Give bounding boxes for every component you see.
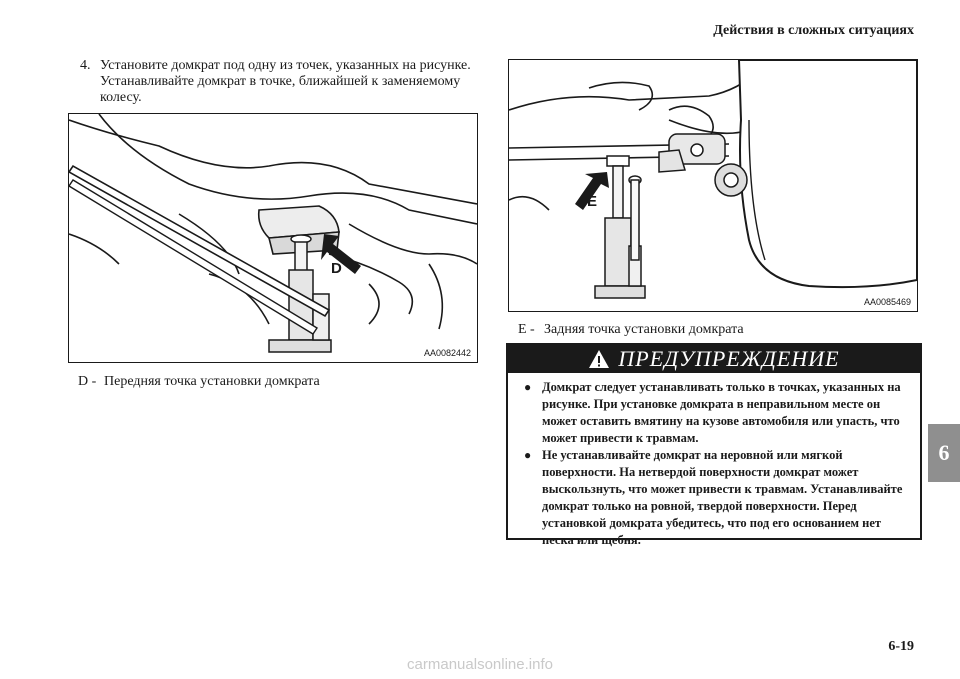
figure-rear-jack-point: [508, 59, 918, 312]
watermark: carmanualsonline.info: [407, 656, 553, 673]
figure-label-d: D: [331, 260, 342, 277]
step-text: Установите домкрат под одну из точек, указанных на рисунке. Устанавливайте домкрат в точке, ближайшей к заменяемому колесу.: [100, 58, 471, 105]
warning-triangle-icon: [588, 349, 610, 369]
figure-front-jack-point: [68, 113, 478, 363]
caption-text-e: Задняя точка установки домкрата: [544, 322, 744, 337]
front-jack-illustration: [69, 114, 477, 362]
warning-title: ПРЕДУПРЕЖДЕНИЕ: [618, 346, 840, 371]
rear-jack-illustration: [509, 60, 917, 311]
caption-letter-e: E -: [518, 322, 535, 337]
step-number: 4.: [80, 58, 91, 73]
warning-header: [508, 345, 920, 373]
page-number: 6-19: [888, 639, 914, 654]
warning-item-text: Не устанавливайте домкрат на неровной или мягкой поверхности. На нетвердой поверхности домкрат может выскользнуть, что может привести к травмам. Устанавливайте домкрат только на ровной, твердой поверхности. Перед установкой домкрата убедитесь, что под его основанием нет песка или щебня.: [542, 448, 903, 547]
warning-body: [508, 373, 920, 549]
chapter-tab: 6: [928, 424, 960, 482]
caption-text-d: Передняя точка установки домкрата: [104, 374, 320, 389]
figure-code-d: AA0082442: [423, 348, 471, 358]
bullet-icon: ●: [524, 380, 532, 394]
instruction-step: [80, 58, 485, 106]
header-title: Действия в сложных ситуациях: [713, 23, 914, 38]
bullet-icon: ●: [524, 448, 532, 462]
warning-item: [522, 447, 910, 549]
warning-box: [506, 343, 922, 547]
caption-rear-jack-point: [518, 322, 744, 338]
warning-item-text: Домкрат следует устанавливать только в точках, указанных на рисунке. При установке домкрата в неправильном месте он может оставить вмятину на кузове автомобиля или упасть, что может привести к травмам.: [542, 380, 901, 445]
warning-item: [522, 379, 910, 447]
caption-letter-d: D -: [78, 374, 97, 389]
figure-label-e: E: [587, 193, 598, 210]
caption-front-jack-point: [78, 374, 320, 390]
figure-code-e: AA0085469: [863, 297, 911, 307]
